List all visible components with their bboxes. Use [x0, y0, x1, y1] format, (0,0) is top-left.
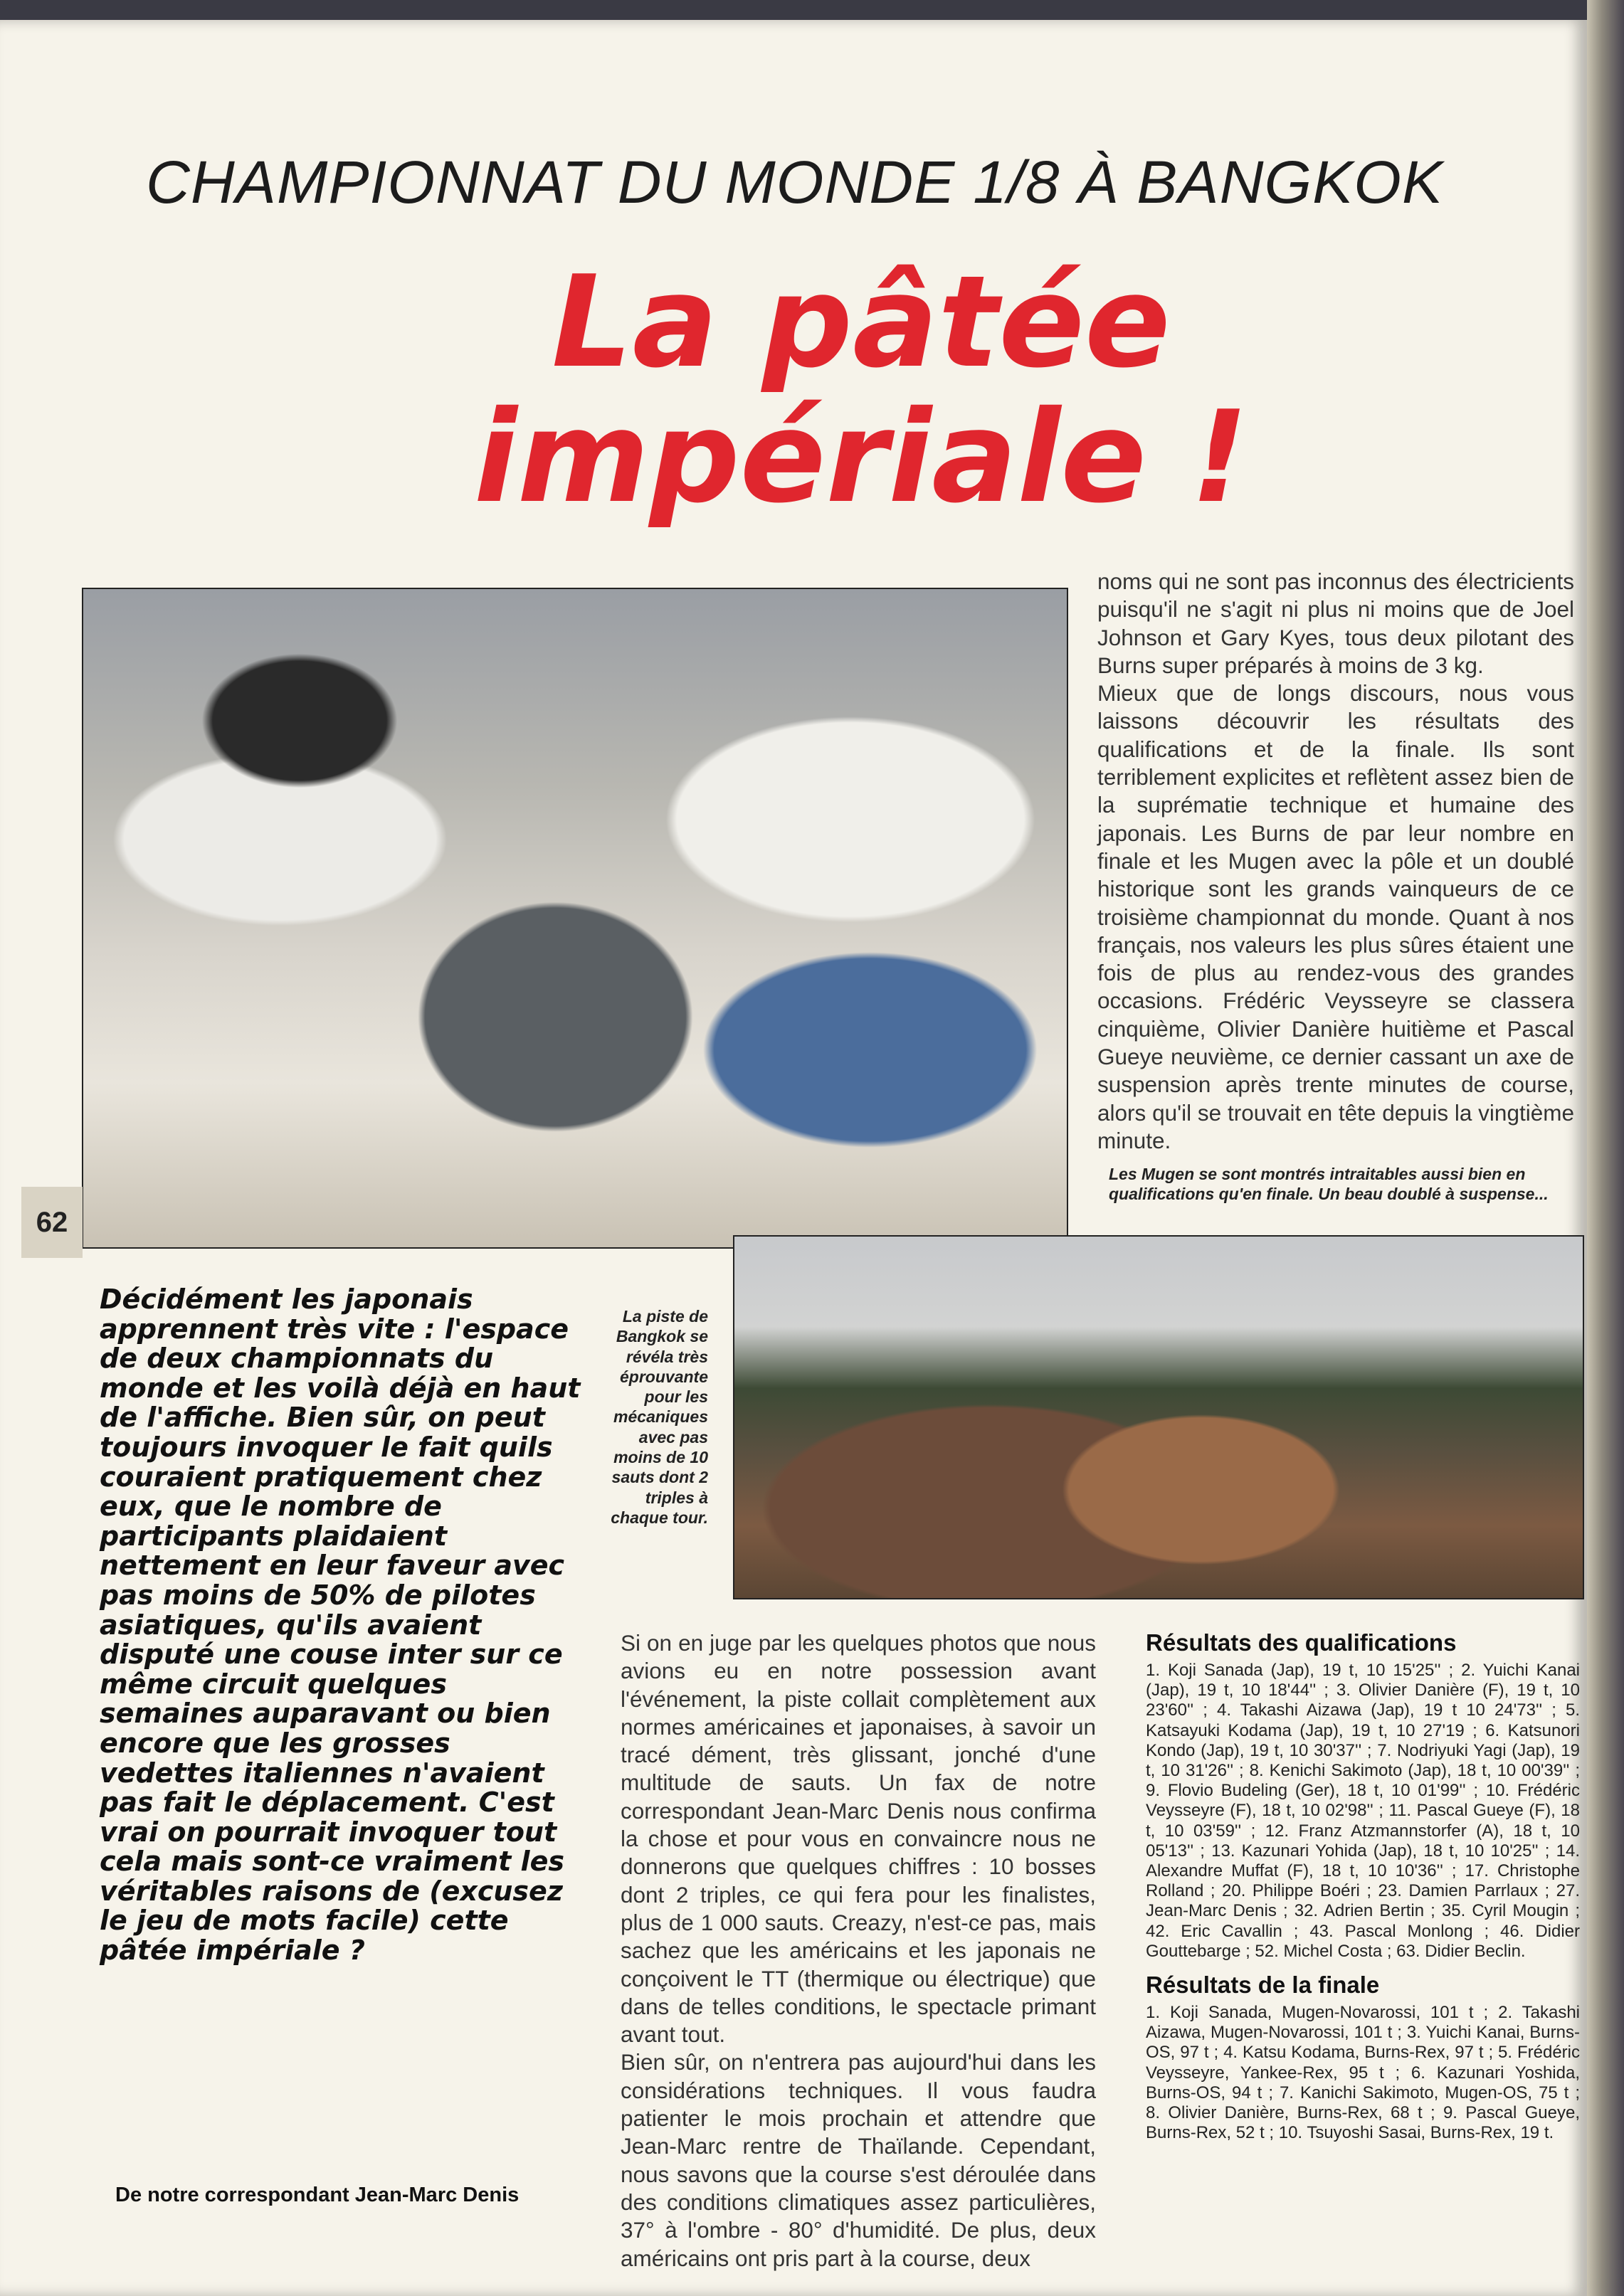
qualifications-heading: Résultats des qualifications — [1146, 1629, 1457, 1656]
results-box — [1139, 1629, 1580, 2143]
magazine-page — [0, 20, 1587, 2296]
headline-line-2: impériale ! — [473, 383, 1249, 531]
photo-caption-track: La piste de Bangkok se révéla très éprouvante pour les mécaniques avec pas moins de 10 sauts dont 2 triples à chaque tour. — [611, 1307, 708, 1527]
final-heading: Résultats de la finale — [1146, 1972, 1380, 1999]
photo-caption-mugen: Les Mugen se sont montrés intraitables aussi bien en qualifications qu'en finale. Un beau doublé à suspense... — [1109, 1165, 1549, 1203]
track-photo — [733, 1235, 1584, 1599]
pits-photo-alt — [83, 589, 84, 590]
qualifications-results: 1. Koji Sanada (Jap), 19 t, 10 15'25'' ; 2. Yuichi Kanai (Jap), 19 t, 10 18'44'' ; 3. Olivier Danière (F), 19 t, 10 23'60'' ; 4. Takashi Aizawa (Jap), 19 t 10 24'73'' ; 5. Katsayuki Kodama (Jap), 19 t, 10 27'19 ; 6. Katsunori Kondo (Jap), 19 t, 10 30'37'' ; 7. Nodriyuki Yagi (Jap), 19 t, 10 31'26'' ; 8. Kenichi Sakimoto (Jap), 18 t, 10 00'39'' ; 9. Flovio Budeling (Ger), 18 t, 10 01'99'' ; 10. Frédéric Veysseyre (F), 18 t, 10 02'98'' ; 11. Pascal Gueye (F), 18 t, 10 03'59'' ; 12. Franz Atzmannstorfer (A), 18 t, 10 05'13'' ; 13. Kazunari Yohida (Jap), 18 t, 10 10'25'' ; 14. Alexandre Muffat (F), 18 t, 10 10'36'' ; 17. Christophe Rolland ; 20. Philippe Boéri ; 23. Damien Parrlaux ; 27. Jean-Marc Denis ; 32. Adrien Bertin ; 35. Cyril Mougin ; 42. Eric Cavallin ; 43. Pascal Monlong ; 46. Didier Gouttebarge ; 52. Michel Costa ; 63. Didier Beclin. — [1146, 1661, 1580, 1961]
page-binding-edge — [1587, 0, 1624, 2296]
headline — [399, 248, 1324, 531]
byline: De notre correspondant Jean-Marc Denis — [115, 2184, 520, 2206]
final-results: 1. Koji Sanada, Mugen-Novarossi, 101 t ; 2. Takashi Aizawa, Mugen-Novarossi, 101 t ; 3. Yuichi Kanai, Burns-OS, 97 t ; 4. Katsu Kodama, Burns-Rex, 97 t ; 5. Frédéric Veysseyre, Yankee-Rex, 95 t ; 6. Kazunari Yoshida, Burns-OS, 94 t ; 7. Kanichi Sakimoto, Mugen-OS, 75 t ; 8. Olivier Danière, Burns-Rex, 68 t ; 9. Pascal Gueye, Burns-Rex, 52 t ; 10. Tsuyoshi Sasai, Burns-Rex, 19 t. — [1146, 2003, 1580, 2143]
kicker-title: CHAMPIONNAT DU MONDE 1/8 À BANGKOK — [146, 149, 1444, 216]
lead-paragraph: Décidément les japonais apprennent très vite : l'espace de deux championnats du monde et les voilà déjà en haut de l'affiche. Bien sûr, on peut toujours invoquer le fait quils couraient pratiquement chez eux, que le nombre de participants plaidaient nettement en leur faveur avec pas moins de 50% de pilotes asiatiques, qu'ils avaient disputé une couse inter sur ce même circuit quelques semaines auparavant ou bien encore que les grosses vedettes italiennes n'avaient pas fait le déplacement. C'est vrai on pourrait invoquer tout cela mais sont-ce vraiment les véritables raisons de (excusez le jeu de mots facile) cette pâtée impériale ? — [100, 1284, 581, 1967]
middle-column-body: Si on en juge par les quelques photos que nous avions eu en notre possession avant l'événement, la piste collait complètement aux normes américaines et japonaises, à savoir un tracé dément, très glissant, jonché d'une multitude de sauts. Un fax de notre correspondant Jean-Marc Denis nous confirma la chose et pour vous en convaincre nous ne donnerons que quelques chiffres : 10 bosses dont 2 triples, ce qui fera pour les finalistes, plus de 1 000 sauts. Creazy, n'est-ce pas, mais sachez que les américains et les japonais ne conçoivent le TT (thermique ou électrique) que dans de telles conditions, le spectacle primant avant tout. Bien sûr, on n'entrera pas aujourd'hui dans les considérations techniques. Il vous faudra patienter le mois prochain et attendre que Jean-Marc rentre de Thaïlande. Cependant, nous savons que la course s'est déroulée dans des conditions climatiques assez particulières, 37° à l'ombre - 80° d'humidité. De plus, deux américains ont pris part à la course, deux — [621, 1630, 1096, 2271]
right-column-body: noms qui ne sont pas inconnus des électricients puisqu'il ne s'agit ni plus ni moins que de Joel Johnson et Gary Kyes, tous deux pilotant des Burns super préparés à moins de 3 kg. Mieux que de longs discours, nous vous laissons découvrir les résultats des qualifications et de la finale. Ils sont terriblement explicites et reflètent assez bien de la suprématie technique et humaine des japonais. Les Burns de par leur nombre en finale et les Mugen avec la pôle et un doublé historique sont les grands vainqueurs de ce troisième championnat du monde. Quant à nos français, nos valeurs les plus sûres étaient une fois de plus au rendez-vous des grandes occasions. Frédéric Veysseyre se classera cinquième, Olivier Danière huitième et Pascal Gueye neuvième, ce dernier cassant un axe de suspension après trente minutes de course, alors qu'il se trouvait en tête depuis la vingtième minute. — [1097, 568, 1574, 1153]
headline-line-1: La pâtée — [552, 248, 1171, 396]
pits-photo — [82, 588, 1068, 1249]
right-column-text — [1097, 568, 1574, 1155]
middle-column-text — [621, 1629, 1096, 2273]
page-number: 62 — [21, 1187, 83, 1258]
